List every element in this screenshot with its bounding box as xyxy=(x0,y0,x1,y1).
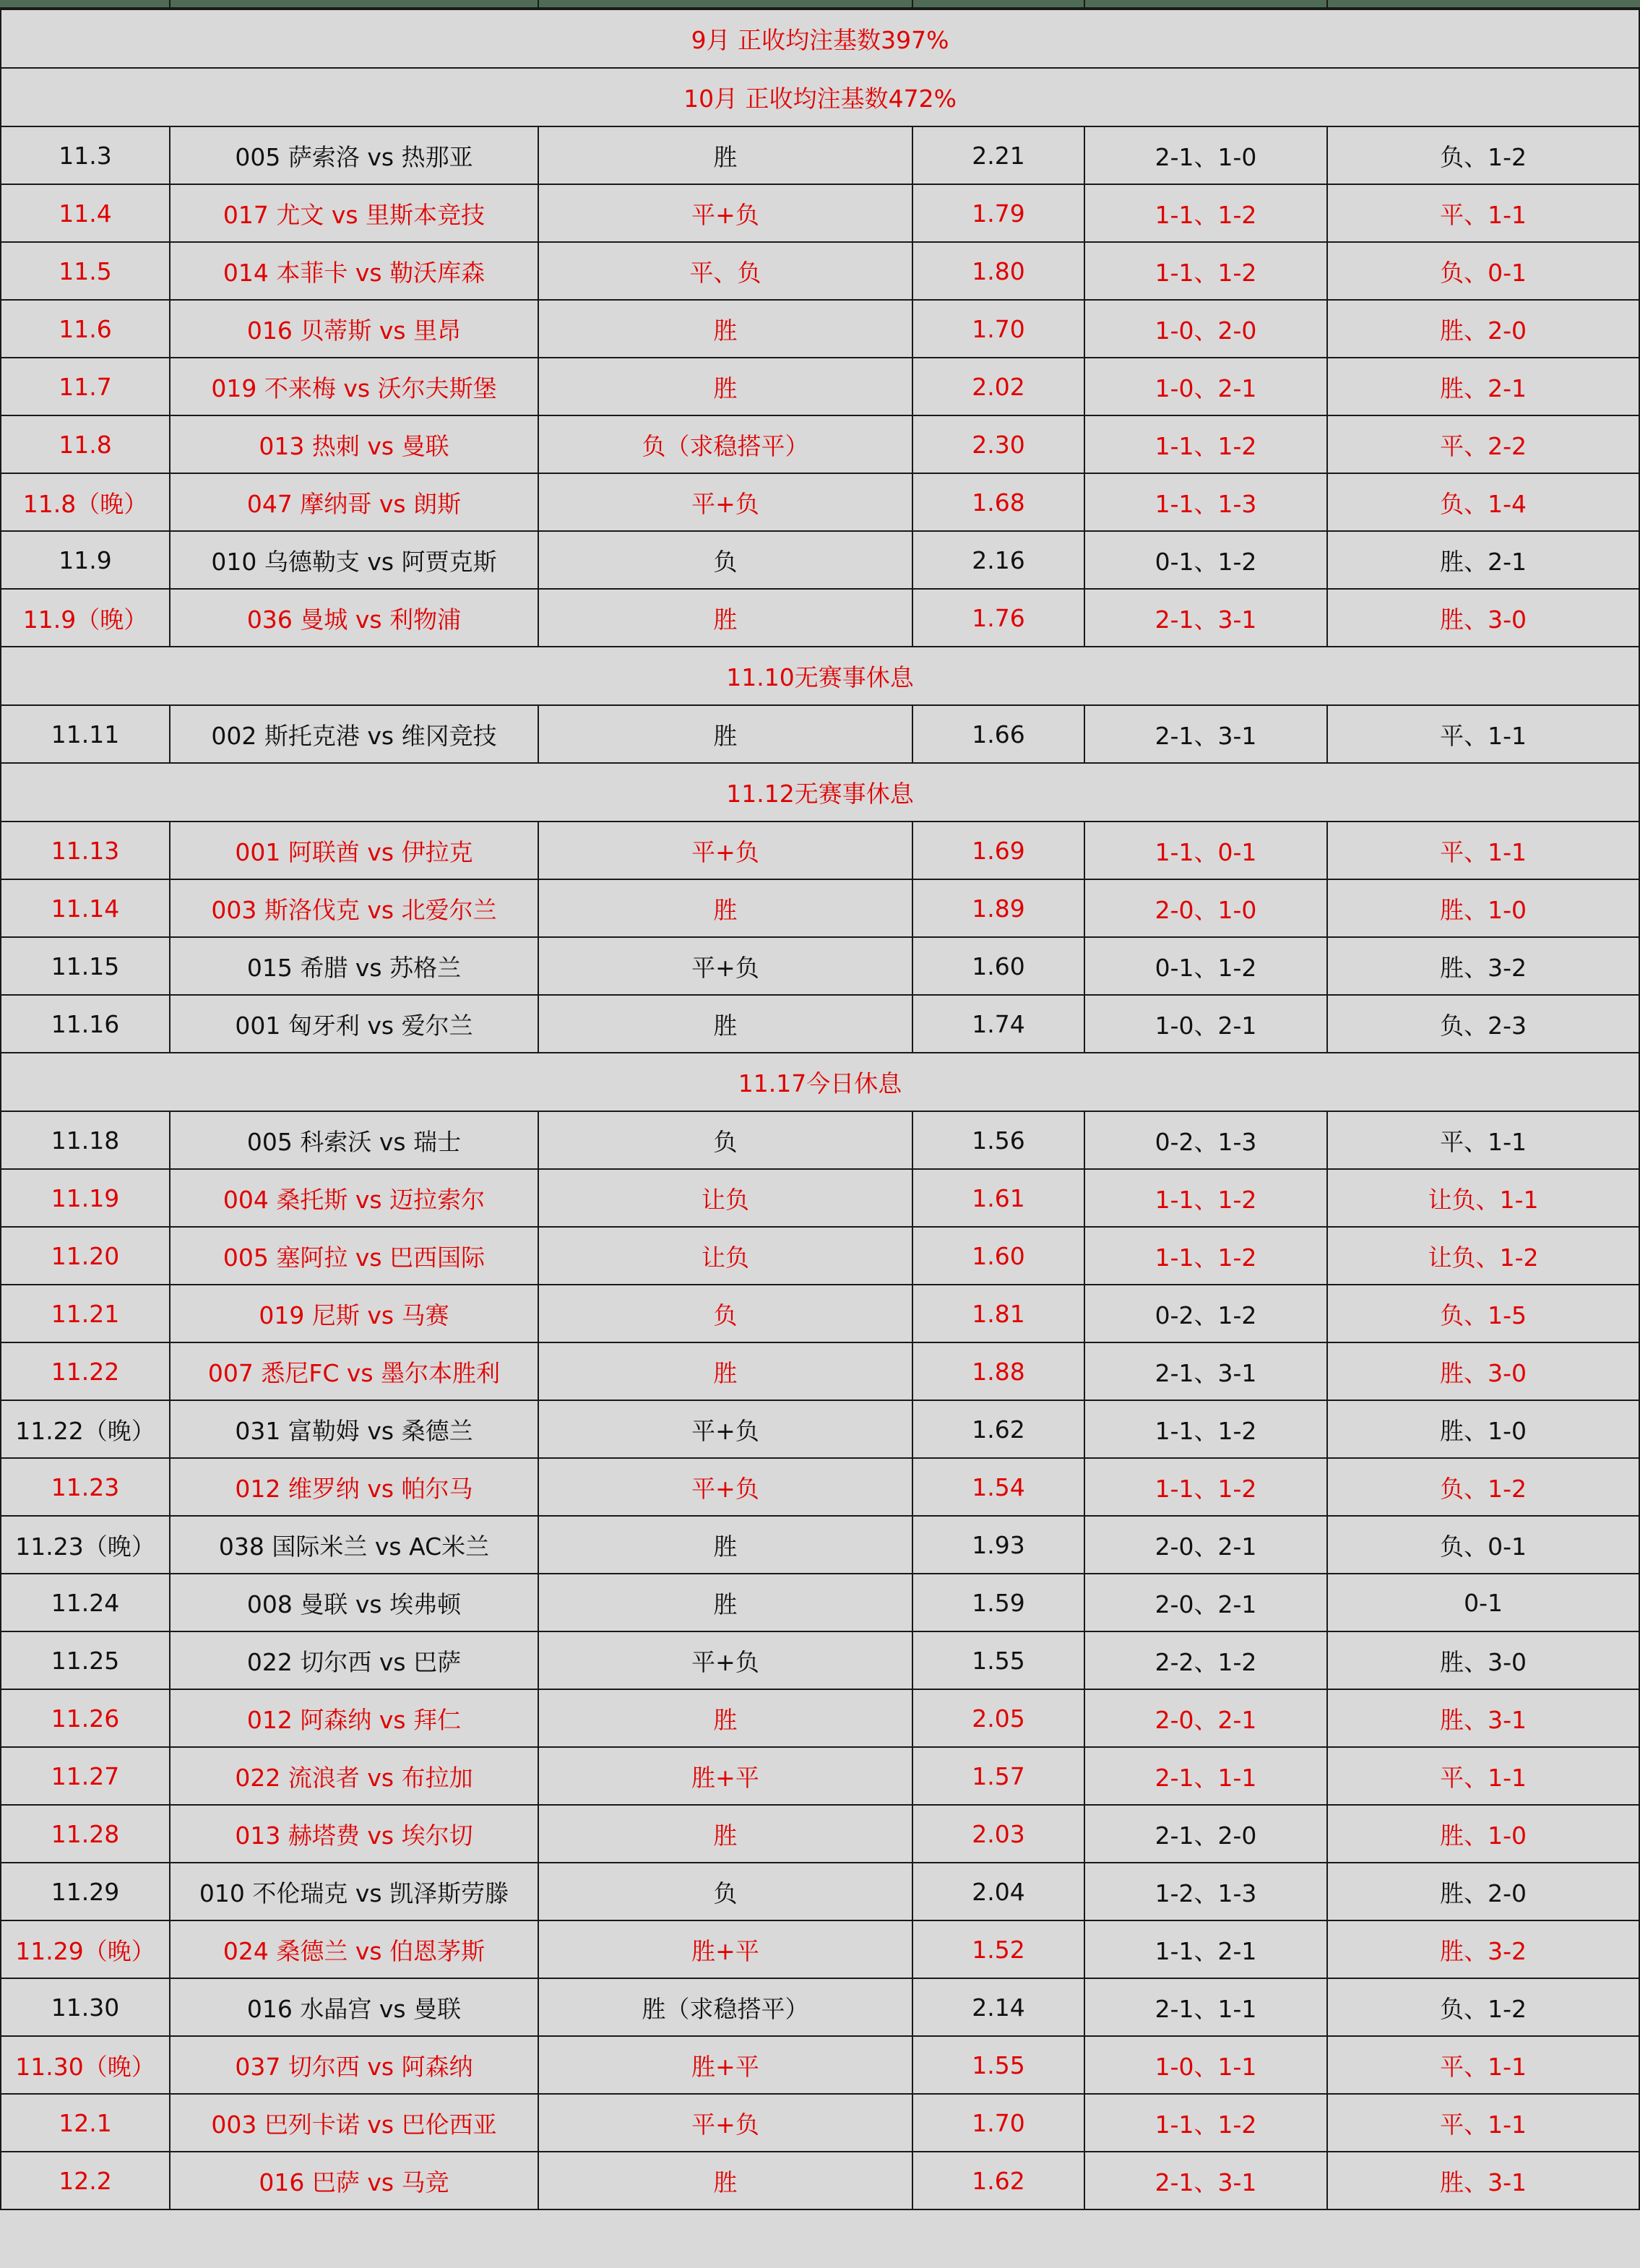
date-cell: 11.16 xyxy=(1,995,170,1053)
odds-cell: 1.74 xyxy=(912,995,1084,1053)
results-table xyxy=(0,9,1640,2210)
scores-cell: 2-1、1-1 xyxy=(1084,1747,1327,1805)
scores-cell: 1-1、0-1 xyxy=(1084,822,1327,879)
table-row xyxy=(1,2036,1639,2094)
result-cell: 平、1-1 xyxy=(1327,2094,1639,2152)
pick-cell: 胜 xyxy=(538,1516,912,1574)
match-cell: 031 富勒姆 vs 桑德兰 xyxy=(170,1400,538,1458)
result-cell: 胜、3-1 xyxy=(1327,2152,1639,2209)
banner-row xyxy=(1,68,1639,126)
scores-cell: 1-0、2-1 xyxy=(1084,995,1327,1053)
pick-cell: 平+负 xyxy=(538,822,912,879)
odds-cell: 1.62 xyxy=(912,2152,1084,2209)
odds-cell: 2.04 xyxy=(912,1863,1084,1920)
scores-cell: 1-1、1-2 xyxy=(1084,415,1327,473)
pick-cell: 让负 xyxy=(538,1169,912,1227)
scores-cell: 1-1、1-2 xyxy=(1084,1169,1327,1227)
banner-text: 10月 正收均注基数472% xyxy=(1,68,1639,126)
scores-cell: 2-2、1-2 xyxy=(1084,1631,1327,1689)
pick-cell: 平+负 xyxy=(538,473,912,531)
match-cell: 016 巴萨 vs 马竞 xyxy=(170,2152,538,2209)
date-cell: 11.15 xyxy=(1,937,170,995)
pick-cell: 平+负 xyxy=(538,1458,912,1516)
date-cell: 11.30（晚） xyxy=(1,2036,170,2094)
date-cell: 11.7 xyxy=(1,358,170,415)
pick-cell: 胜 xyxy=(538,1689,912,1747)
pick-cell: 胜（求稳搭平） xyxy=(538,1978,912,2036)
match-cell: 037 切尔西 vs 阿森纳 xyxy=(170,2036,538,2094)
date-cell: 11.4 xyxy=(1,184,170,242)
pick-cell: 让负 xyxy=(538,1227,912,1285)
pick-cell: 胜 xyxy=(538,358,912,415)
table-row xyxy=(1,1863,1639,1920)
table-row xyxy=(1,1169,1639,1227)
pick-cell: 平+负 xyxy=(538,937,912,995)
scores-cell: 0-1、1-2 xyxy=(1084,937,1327,995)
pick-cell: 平+负 xyxy=(538,1631,912,1689)
date-cell: 11.18 xyxy=(1,1111,170,1169)
pick-cell: 胜 xyxy=(538,1342,912,1400)
date-cell: 11.20 xyxy=(1,1227,170,1285)
table-row xyxy=(1,242,1639,300)
scores-cell: 1-1、1-2 xyxy=(1084,1227,1327,1285)
banner-row xyxy=(1,9,1639,68)
scores-cell: 2-1、3-1 xyxy=(1084,2152,1327,2209)
odds-cell: 2.02 xyxy=(912,358,1084,415)
match-cell: 012 阿森纳 vs 拜仁 xyxy=(170,1689,538,1747)
pick-cell: 平、负 xyxy=(538,242,912,300)
date-cell: 11.29 xyxy=(1,1863,170,1920)
match-cell: 017 尤文 vs 里斯本竞技 xyxy=(170,184,538,242)
result-cell: 让负、1-1 xyxy=(1327,1169,1639,1227)
result-cell: 负、0-1 xyxy=(1327,242,1639,300)
odds-cell: 1.60 xyxy=(912,1227,1084,1285)
table-row xyxy=(1,2094,1639,2152)
scores-cell: 1-1、1-2 xyxy=(1084,1458,1327,1516)
date-cell: 11.9 xyxy=(1,531,170,589)
banner-text: 11.17今日休息 xyxy=(1,1053,1639,1111)
result-cell: 胜、2-0 xyxy=(1327,1863,1639,1920)
result-cell: 胜、3-0 xyxy=(1327,1631,1639,1689)
banner-text: 9月 正收均注基数397% xyxy=(1,9,1639,68)
result-cell: 胜、3-0 xyxy=(1327,1342,1639,1400)
odds-cell: 2.14 xyxy=(912,1978,1084,2036)
odds-cell: 1.76 xyxy=(912,589,1084,647)
table-row xyxy=(1,1227,1639,1285)
result-cell: 胜、1-0 xyxy=(1327,1400,1639,1458)
date-cell: 11.24 xyxy=(1,1574,170,1631)
result-cell: 0-1 xyxy=(1327,1574,1639,1631)
odds-cell: 2.21 xyxy=(912,126,1084,184)
date-cell: 11.13 xyxy=(1,822,170,879)
table-row xyxy=(1,937,1639,995)
scores-cell: 2-1、3-1 xyxy=(1084,589,1327,647)
match-cell: 016 贝蒂斯 vs 里昂 xyxy=(170,300,538,358)
table-row xyxy=(1,1400,1639,1458)
date-cell: 11.29（晚） xyxy=(1,1920,170,1978)
result-cell: 胜、3-0 xyxy=(1327,589,1639,647)
banner-row xyxy=(1,647,1639,705)
match-cell: 005 科索沃 vs 瑞士 xyxy=(170,1111,538,1169)
result-cell: 负、1-2 xyxy=(1327,1458,1639,1516)
date-cell: 11.23（晚） xyxy=(1,1516,170,1574)
match-cell: 004 桑托斯 vs 迈拉索尔 xyxy=(170,1169,538,1227)
result-cell: 胜、2-0 xyxy=(1327,300,1639,358)
pick-cell: 负 xyxy=(538,1285,912,1342)
match-cell: 001 匈牙利 vs 爱尔兰 xyxy=(170,995,538,1053)
date-cell: 11.30 xyxy=(1,1978,170,2036)
match-cell: 005 萨索洛 vs 热那亚 xyxy=(170,126,538,184)
odds-cell: 1.81 xyxy=(912,1285,1084,1342)
date-cell: 12.2 xyxy=(1,2152,170,2209)
match-cell: 001 阿联酋 vs 伊拉克 xyxy=(170,822,538,879)
pick-cell: 平+负 xyxy=(538,2094,912,2152)
table-row xyxy=(1,1805,1639,1863)
table-row xyxy=(1,126,1639,184)
date-cell: 11.5 xyxy=(1,242,170,300)
pick-cell: 负（求稳搭平） xyxy=(538,415,912,473)
match-cell: 022 切尔西 vs 巴萨 xyxy=(170,1631,538,1689)
scores-cell: 1-1、2-1 xyxy=(1084,1920,1327,1978)
odds-cell: 1.54 xyxy=(912,1458,1084,1516)
table-row xyxy=(1,1631,1639,1689)
match-cell: 008 曼联 vs 埃弗顿 xyxy=(170,1574,538,1631)
table-row xyxy=(1,995,1639,1053)
odds-cell: 1.89 xyxy=(912,879,1084,937)
odds-cell: 2.16 xyxy=(912,531,1084,589)
pick-cell: 胜+平 xyxy=(538,1920,912,1978)
match-cell: 005 塞阿拉 vs 巴西国际 xyxy=(170,1227,538,1285)
scores-cell: 1-1、1-2 xyxy=(1084,242,1327,300)
scores-cell: 1-1、1-3 xyxy=(1084,473,1327,531)
scores-cell: 0-1、1-2 xyxy=(1084,531,1327,589)
match-cell: 015 希腊 vs 苏格兰 xyxy=(170,937,538,995)
pick-cell: 胜 xyxy=(538,879,912,937)
pick-cell: 平+负 xyxy=(538,184,912,242)
result-cell: 平、1-1 xyxy=(1327,1111,1639,1169)
result-cell: 让负、1-2 xyxy=(1327,1227,1639,1285)
table-row xyxy=(1,705,1639,763)
match-cell: 036 曼城 vs 利物浦 xyxy=(170,589,538,647)
table-row xyxy=(1,531,1639,589)
match-cell: 024 桑德兰 vs 伯恩茅斯 xyxy=(170,1920,538,1978)
odds-cell: 1.52 xyxy=(912,1920,1084,1978)
pick-cell: 胜 xyxy=(538,300,912,358)
table-row xyxy=(1,1516,1639,1574)
date-cell: 11.19 xyxy=(1,1169,170,1227)
scores-cell: 1-1、1-2 xyxy=(1084,2094,1327,2152)
odds-cell: 1.70 xyxy=(912,2094,1084,2152)
date-cell: 11.25 xyxy=(1,1631,170,1689)
scores-cell: 2-0、2-1 xyxy=(1084,1516,1327,1574)
scores-cell: 2-1、3-1 xyxy=(1084,705,1327,763)
pick-cell: 胜+平 xyxy=(538,2036,912,2094)
result-cell: 平、1-1 xyxy=(1327,184,1639,242)
odds-cell: 1.61 xyxy=(912,1169,1084,1227)
scores-cell: 2-1、1-1 xyxy=(1084,1978,1327,2036)
scores-cell: 1-2、1-3 xyxy=(1084,1863,1327,1920)
pick-cell: 胜 xyxy=(538,1805,912,1863)
match-cell: 013 赫塔费 vs 埃尔切 xyxy=(170,1805,538,1863)
table-row xyxy=(1,1747,1639,1805)
scores-cell: 2-0、2-1 xyxy=(1084,1689,1327,1747)
table-row xyxy=(1,184,1639,242)
table-row xyxy=(1,822,1639,879)
odds-cell: 1.80 xyxy=(912,242,1084,300)
date-cell: 11.27 xyxy=(1,1747,170,1805)
table-row xyxy=(1,2152,1639,2209)
result-cell: 平、2-2 xyxy=(1327,415,1639,473)
odds-cell: 2.05 xyxy=(912,1689,1084,1747)
date-cell: 11.21 xyxy=(1,1285,170,1342)
scores-cell: 0-2、1-2 xyxy=(1084,1285,1327,1342)
result-cell: 负、2-3 xyxy=(1327,995,1639,1053)
odds-cell: 1.93 xyxy=(912,1516,1084,1574)
date-cell: 11.8 xyxy=(1,415,170,473)
match-cell: 019 尼斯 vs 马赛 xyxy=(170,1285,538,1342)
pick-cell: 胜+平 xyxy=(538,1747,912,1805)
result-cell: 胜、3-1 xyxy=(1327,1689,1639,1747)
date-cell: 11.6 xyxy=(1,300,170,358)
result-cell: 负、1-5 xyxy=(1327,1285,1639,1342)
result-cell: 胜、2-1 xyxy=(1327,531,1639,589)
pick-cell: 负 xyxy=(538,1863,912,1920)
table-row xyxy=(1,1689,1639,1747)
date-cell: 11.23 xyxy=(1,1458,170,1516)
result-cell: 负、0-1 xyxy=(1327,1516,1639,1574)
match-cell: 002 斯托克港 vs 维冈竞技 xyxy=(170,705,538,763)
date-cell: 11.22 xyxy=(1,1342,170,1400)
banner-text: 11.10无赛事休息 xyxy=(1,647,1639,705)
odds-cell: 1.59 xyxy=(912,1574,1084,1631)
match-cell: 019 不来梅 vs 沃尔夫斯堡 xyxy=(170,358,538,415)
table-row xyxy=(1,1574,1639,1631)
result-cell: 负、1-2 xyxy=(1327,126,1639,184)
match-cell: 014 本菲卡 vs 勒沃库森 xyxy=(170,242,538,300)
result-cell: 胜、2-1 xyxy=(1327,358,1639,415)
table-row xyxy=(1,1978,1639,2036)
odds-cell: 1.70 xyxy=(912,300,1084,358)
odds-cell: 1.68 xyxy=(912,473,1084,531)
table-row xyxy=(1,1458,1639,1516)
match-cell: 013 热刺 vs 曼联 xyxy=(170,415,538,473)
odds-cell: 1.88 xyxy=(912,1342,1084,1400)
scores-cell: 2-0、1-0 xyxy=(1084,879,1327,937)
scores-cell: 1-0、2-0 xyxy=(1084,300,1327,358)
match-cell: 047 摩纳哥 vs 朗斯 xyxy=(170,473,538,531)
odds-cell: 2.30 xyxy=(912,415,1084,473)
result-cell: 胜、3-2 xyxy=(1327,937,1639,995)
banner-row xyxy=(1,763,1639,822)
odds-cell: 1.60 xyxy=(912,937,1084,995)
odds-cell: 1.55 xyxy=(912,1631,1084,1689)
table-row xyxy=(1,415,1639,473)
date-cell: 11.28 xyxy=(1,1805,170,1863)
table-row xyxy=(1,1111,1639,1169)
result-cell: 平、1-1 xyxy=(1327,2036,1639,2094)
match-cell: 016 水晶宫 vs 曼联 xyxy=(170,1978,538,2036)
date-cell: 11.8（晚） xyxy=(1,473,170,531)
result-cell: 胜、1-0 xyxy=(1327,1805,1639,1863)
table-row xyxy=(1,1920,1639,1978)
result-cell: 负、1-2 xyxy=(1327,1978,1639,2036)
scores-cell: 2-1、3-1 xyxy=(1084,1342,1327,1400)
result-cell: 平、1-1 xyxy=(1327,705,1639,763)
scores-cell: 1-1、1-2 xyxy=(1084,1400,1327,1458)
banner-text: 11.12无赛事休息 xyxy=(1,763,1639,822)
pick-cell: 胜 xyxy=(538,1574,912,1631)
odds-cell: 1.66 xyxy=(912,705,1084,763)
table-row xyxy=(1,358,1639,415)
pick-cell: 胜 xyxy=(538,705,912,763)
scores-cell: 1-1、1-2 xyxy=(1084,184,1327,242)
table-row xyxy=(1,879,1639,937)
match-cell: 007 悉尼FC vs 墨尔本胜利 xyxy=(170,1342,538,1400)
scores-cell: 2-1、2-0 xyxy=(1084,1805,1327,1863)
date-cell: 11.26 xyxy=(1,1689,170,1747)
match-cell: 012 维罗纳 vs 帕尔马 xyxy=(170,1458,538,1516)
result-cell: 平、1-1 xyxy=(1327,1747,1639,1805)
match-cell: 022 流浪者 vs 布拉加 xyxy=(170,1747,538,1805)
scores-cell: 2-1、1-0 xyxy=(1084,126,1327,184)
pick-cell: 胜 xyxy=(538,589,912,647)
match-cell: 038 国际米兰 vs AC米兰 xyxy=(170,1516,538,1574)
odds-cell: 1.69 xyxy=(912,822,1084,879)
odds-cell: 1.55 xyxy=(912,2036,1084,2094)
pick-cell: 胜 xyxy=(538,126,912,184)
pick-cell: 胜 xyxy=(538,995,912,1053)
pick-cell: 负 xyxy=(538,531,912,589)
table-row xyxy=(1,300,1639,358)
odds-cell: 1.62 xyxy=(912,1400,1084,1458)
pick-cell: 负 xyxy=(538,1111,912,1169)
scores-cell: 1-0、2-1 xyxy=(1084,358,1327,415)
result-cell: 平、1-1 xyxy=(1327,822,1639,879)
match-cell: 010 乌德勒支 vs 阿贾克斯 xyxy=(170,531,538,589)
pick-cell: 平+负 xyxy=(538,1400,912,1458)
odds-cell: 1.79 xyxy=(912,184,1084,242)
table-row xyxy=(1,1342,1639,1400)
result-cell: 胜、1-0 xyxy=(1327,879,1639,937)
table-row xyxy=(1,589,1639,647)
header-strip xyxy=(0,0,1640,9)
result-cell: 负、1-4 xyxy=(1327,473,1639,531)
table-row xyxy=(1,473,1639,531)
date-cell: 11.14 xyxy=(1,879,170,937)
pick-cell: 胜 xyxy=(538,2152,912,2209)
odds-cell: 1.56 xyxy=(912,1111,1084,1169)
scores-cell: 0-2、1-3 xyxy=(1084,1111,1327,1169)
match-cell: 010 不伦瑞克 vs 凯泽斯劳滕 xyxy=(170,1863,538,1920)
odds-cell: 1.57 xyxy=(912,1747,1084,1805)
scores-cell: 2-0、2-1 xyxy=(1084,1574,1327,1631)
odds-cell: 2.03 xyxy=(912,1805,1084,1863)
result-cell: 胜、3-2 xyxy=(1327,1920,1639,1978)
date-cell: 11.11 xyxy=(1,705,170,763)
banner-row xyxy=(1,1053,1639,1111)
table-row xyxy=(1,1285,1639,1342)
date-cell: 11.22（晚） xyxy=(1,1400,170,1458)
match-cell: 003 斯洛伐克 vs 北爱尔兰 xyxy=(170,879,538,937)
scores-cell: 1-0、1-1 xyxy=(1084,2036,1327,2094)
date-cell: 11.9（晚） xyxy=(1,589,170,647)
match-cell: 003 巴列卡诺 vs 巴伦西亚 xyxy=(170,2094,538,2152)
date-cell: 12.1 xyxy=(1,2094,170,2152)
date-cell: 11.3 xyxy=(1,126,170,184)
